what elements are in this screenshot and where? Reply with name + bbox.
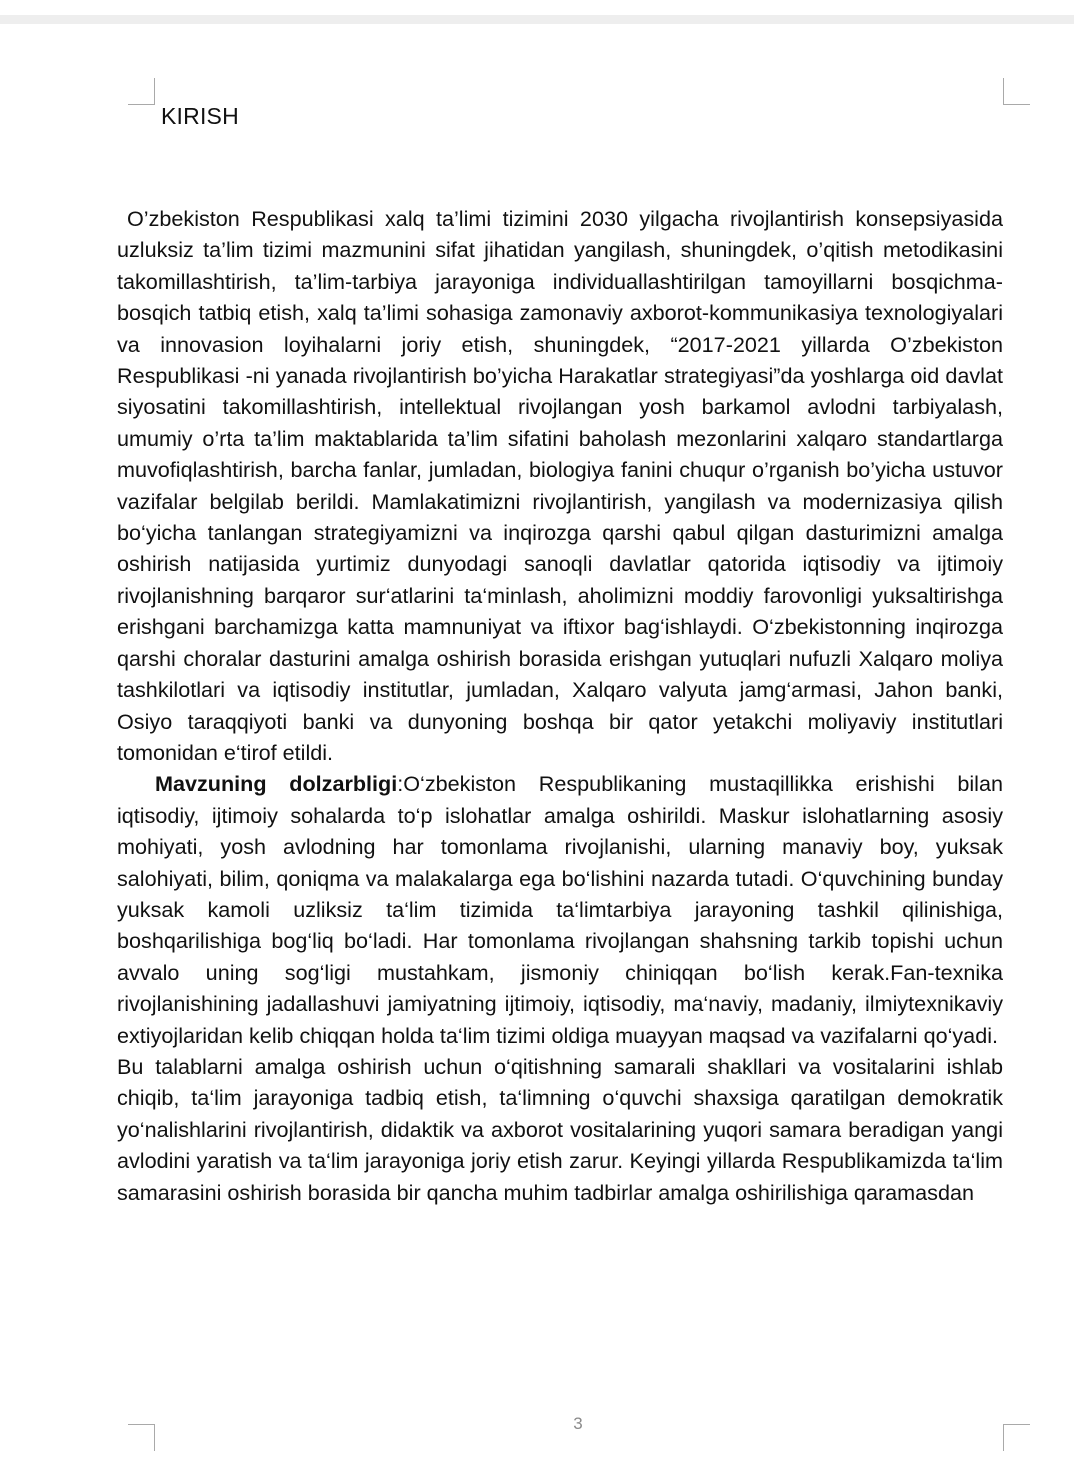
paragraph-requirements [117,1051,1003,1208]
page-number: 3 [573,1414,583,1433]
document-body [117,203,1003,1208]
paragraph-lead-bold: Mavzuning dolzarbligi [155,771,398,797]
paragraph-text: O’zbekiston Respublikasi xalq ta’limi tizimini 2030 yilgacha rivojlantirish konsepsiyasida uzluksiz ta’lim tizimi mazmunini sifat jihatidan yangilash, shuningdek, o’qitish metodikasini takomillashtirish, ta’lim-tarbiya jarayoniga individuallashtirilgan tamoyillarni bosqichma-bosqich tatbiq etish, xalq ta’limi sohasiga zamonaviy axborot-kommunikasiya texnologiyalari va innovasion loyihalarni joriy etish, shuningdek, “2017-2021 yillarda O’zbekiston Respublikasi -ni yanada rivojlantirish bo’yicha Harakatlar strategiyasi”da yoshlarga oid davlat siyosatini takomillashtirish, intellektual rivojlangan yosh barkamol avlodni tarbiyalash, umumiy o’rta ta’lim maktablarida ta’lim sifatini baholash mezonlarini xalqaro standartlarga muvofiqlashtirish, barcha fanlar, jumladan, biologiya fanini chuqur o’rganish bo’yicha ustuvor vazifalar belgilab berildi. Mamlakatimizni rivojlantirish, yangilash va modernizasiya qilish bo‘yicha tanlangan strategiyamizni va inqirozga qarshi qabul qilgan dasturimizni amalga oshirish natijasida yurtimiz dunyodagi sanoqli davlatlar qatorida iqtisodiy va ijtimoiy rivojlanishning barqaror sur‘atlarini ta‘minlash, aholimizni moddiy farovonligi yuksaltirishga erishgani barchamizga katta mamnuniyat va iftixor bag‘ishlaydi. O‘zbekistonning inqirozga qarshi choralar dasturini amalga oshirish borasida erishgan yutuqlari nufuzli Xalqaro moliya tashkilotlari va iqtisodiy institutlar, jumladan, Xalqaro valyuta jamg‘armasi, Jahon banki, Osiyo taraqqiyoti banki va dunyoning boshqa bir qator yetakchi moliyaviy institutlari tomonidan e‘tirof etildi. [117,206,1003,765]
toolbar-divider-strip [0,15,1074,24]
margin-corner-top-left-icon [128,78,155,105]
paragraph-text: :O‘zbekiston Respublikaning mustaqillikka erishishi bilan iqtisodiy, ijtimoiy sohalarda to‘p islohatlar amalga oshirildi. Maskur islohatlarning asosiy mohiyati, yosh avlodning har tomonlama rivojlanishi, ularning manaviy boy, yuksak salohiyati, bilim, qoniqma va malakalarga ega bo‘lishini nazarda tutadi. O‘quvchining bunday yuksak kamoli uzliksiz ta‘lim tizimida ta‘limtarbiya jarayoning tashkil qilinishiga, boshqarilishiga bog‘liq bo‘ladi. Har tomonlama rivojlangan shahsning tarkib topishi uchun avvalo uning sog‘ligi mustahkam, jismoniy chiniqqan bo‘lish kerak.Fan-texnika rivojlanishining jadallashuvi jamiyatning ijtimoiy, iqtisodiy, ma‘naviy, madaniy, ilmiytexnikaviy extiyojlaridan kelib chiqqan holda ta‘lim tizimi oldiga muayyan maqsad va vazifalarni qo‘yadi. [117,771,1003,1048]
paragraph-text: Bu talablarni amalga oshirish uchun o‘qitishning samarali shakllari va vositalarini ishlab chiqib, ta‘lim jarayoniga tadbiq etish, ta‘limning o‘quvchi shaxsiga qaratilgan demokratik yo‘nalishlarini rivojlantirish, didaktik va axborot vositalarining yuqori samara beradigan yangi avlodini yaratish va ta‘lim jarayoniga joriy etish zarur. Keyingi yillarda Respublikamizda ta‘lim samarasini oshirish borasida bir qancha muhim tadbirlar amalga oshirilishiga qaramasdan [117,1053,1003,1205]
section-heading: KIRISH [161,103,239,129]
paragraph-intro [117,203,1003,768]
margin-corner-top-right-icon [1003,78,1030,105]
paragraph-relevance [117,768,1003,1051]
